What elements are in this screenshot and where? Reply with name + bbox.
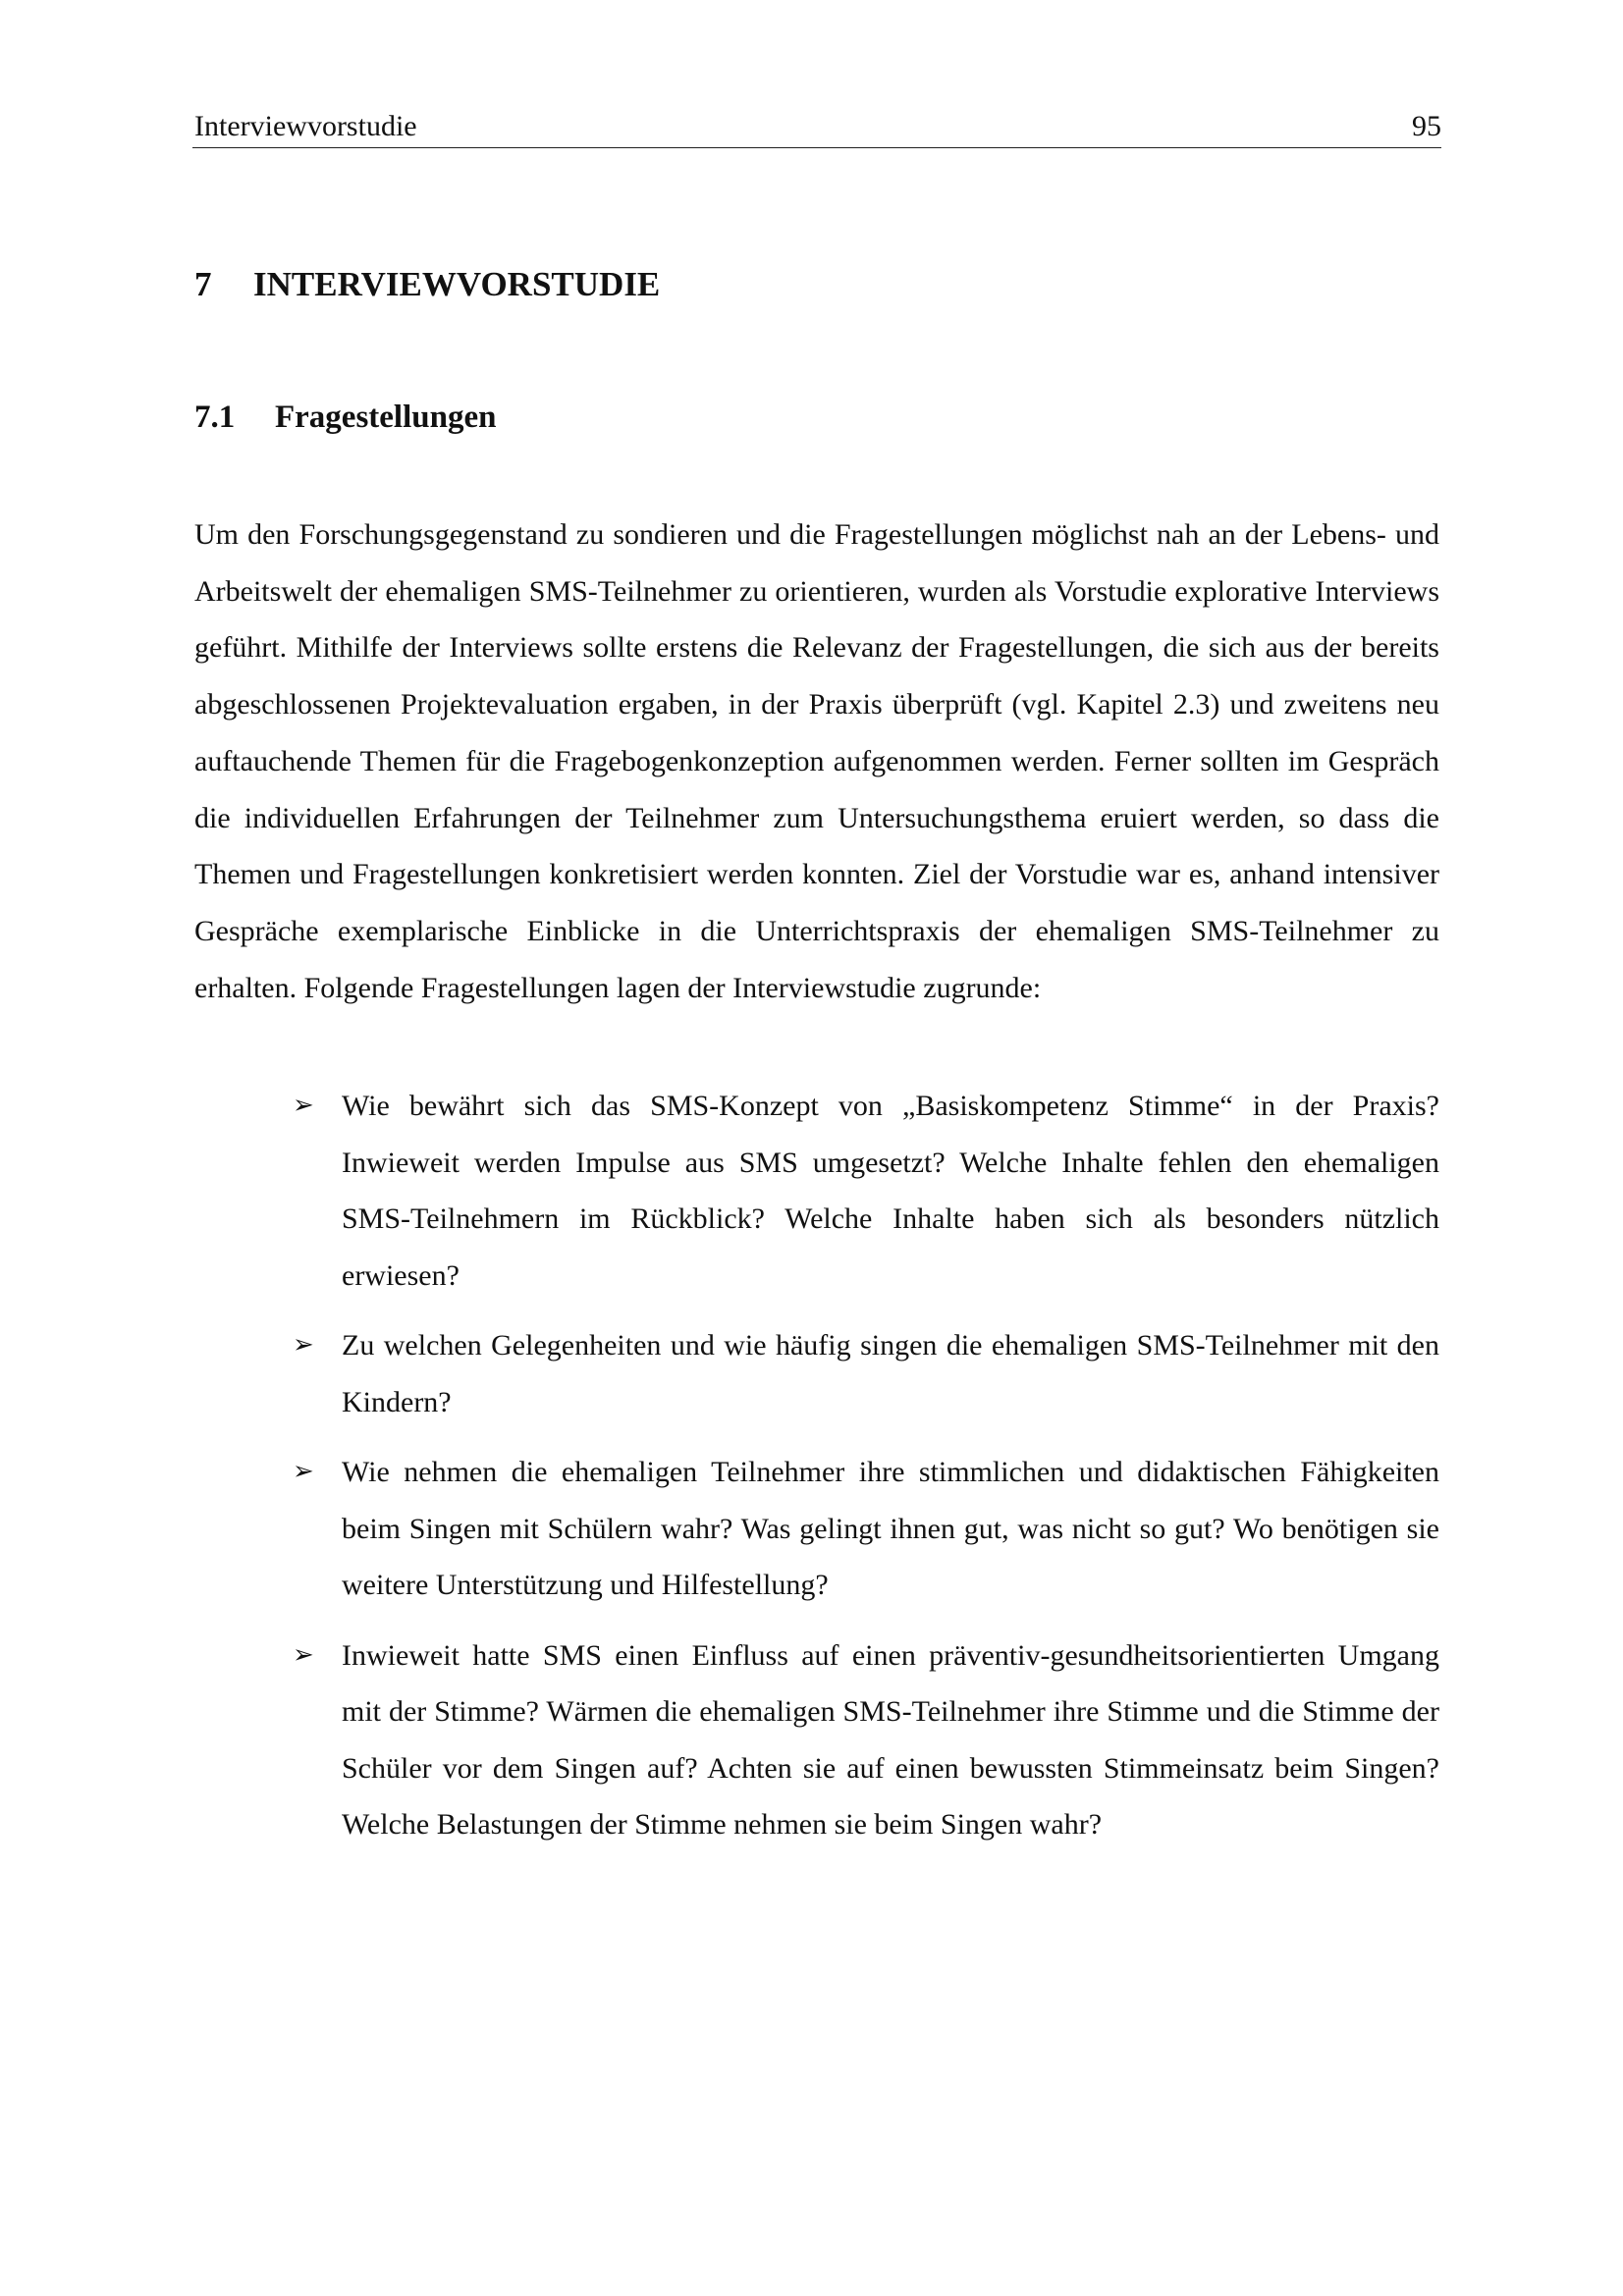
section-title: Fragestellungen: [275, 400, 497, 435]
question-item: [291, 1444, 1439, 1614]
arrowhead-bullet-icon: ➢: [293, 1091, 314, 1120]
running-header: [192, 106, 1441, 148]
question-item: [291, 1317, 1439, 1430]
arrowhead-bullet-icon: ➢: [293, 1330, 314, 1360]
page-number: 95: [1412, 110, 1441, 142]
body-paragraph: Um den Forschungsgegenstand zu sondieren und die Fragestellungen möglichst nah an der Lebens- und Arbeitswelt der ehemaligen SMS-Teilnehmer zu orientieren, wurden als Vorstudie explorative Interviews geführt. Mithilfe der Interviews sollte erstens die Relevanz der Fragestellungen, die sich aus der bereits abgeschlossenen Projektevaluation ergaben, in der Praxis überprüft (vgl. Kapitel 2.3) und zweitens neu auftauchende Themen für die Fragebogenkonzeption aufgenommen werden. Ferner sollten im Gespräch die individuellen Erfahrungen der Teilnehmer zum Untersuchungsthema eruiert werden, so dass die Themen und Fragestellungen konkretisiert werden konnten. Ziel der Vorstudie war es, anhand intensiver Gespräche exemplarische Einblicke in die Unterrichtspraxis der ehemaligen SMS-Teilnehmer zu erhalten. Folgende Fragestellungen lagen der Interviewstudie zugrunde:: [194, 518, 1439, 1004]
question-text: Inwieweit hatte SMS einen Einfluss auf einen präventiv-gesundheitsorientierten Umgang mit der Stimme? Wärmen die ehemaligen SMS-Teilnehmer ihre Stimme und die Stimme der Schüler vor dem Singen auf? Achten sie auf einen bewussten Stimmeinsatz beim Singen? Welche Belastungen der Stimme nehmen sie beim Singen wahr?: [342, 1638, 1439, 1841]
question-text: Wie bewährt sich das SMS-Konzept von „Basiskompetenz Stimme“ in der Praxis? Inwieweit werden Impulse aus SMS umgesetzt? Welche Inhalte fehlen den ehemaligen SMS-Teilnehmern im Rückblick? Welche Inhalte haben sich als besonders nützlich erwiesen?: [342, 1090, 1439, 1292]
question-item: [291, 1628, 1439, 1853]
question-item: [291, 1078, 1439, 1304]
section-number: 7.1: [194, 400, 236, 435]
chapter-title-rest: NTERVIEWVORSTUDIE: [266, 265, 661, 303]
arrowhead-bullet-icon: ➢: [293, 1639, 314, 1670]
section-heading: [194, 397, 496, 438]
arrowhead-bullet-icon: ➢: [293, 1457, 314, 1486]
chapter-number: 7: [194, 265, 212, 303]
chapter-heading: [194, 263, 660, 306]
chapter-title-initial: I: [253, 265, 267, 303]
question-text: Zu welchen Gelegenheiten und wie häufig singen die ehemaligen SMS-Teilnehmer mit den Kindern?: [342, 1329, 1439, 1418]
question-list: [291, 1078, 1439, 1867]
running-title: Interviewvorstudie: [194, 110, 417, 142]
question-text: Wie nehmen die ehemaligen Teilnehmer ihre stimmlichen und didaktischen Fähigkeiten beim Singen mit Schülern wahr? Was gelingt ihnen gut, was nicht so gut? Wo benötigen sie weitere Unterstützung und Hilfestellung?: [342, 1456, 1439, 1601]
